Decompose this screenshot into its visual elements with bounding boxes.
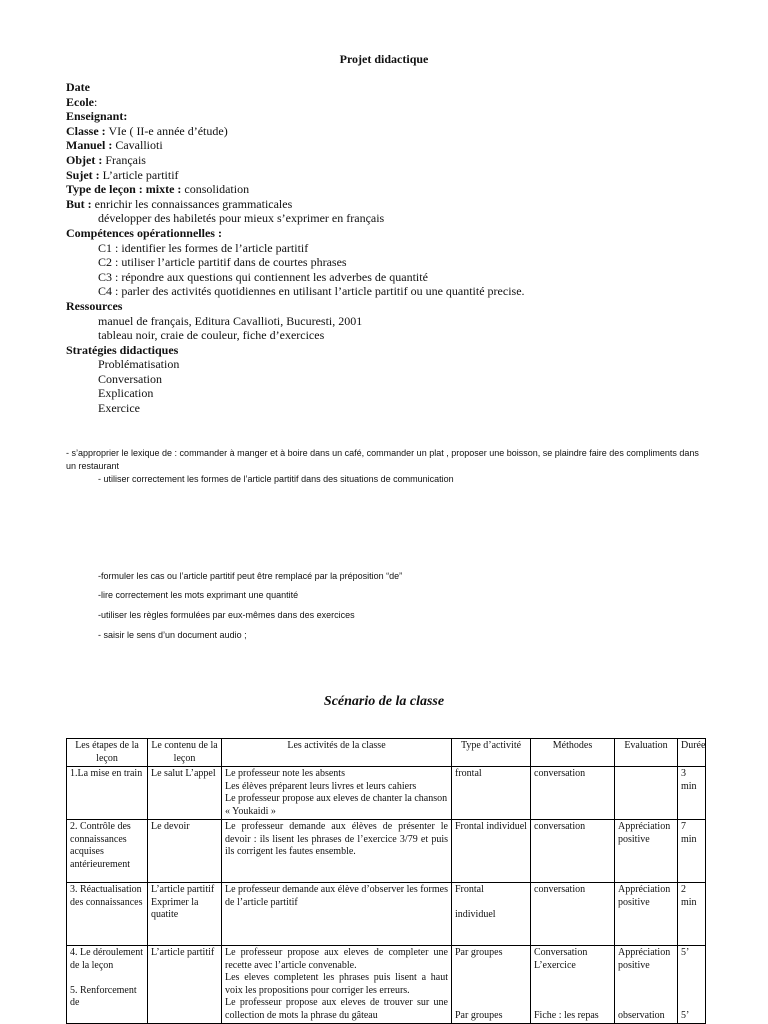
contenu-cell: Le salut L’appel xyxy=(148,767,222,820)
evaluation-cell: Appréciation positive xyxy=(615,820,678,883)
table-row xyxy=(67,767,706,820)
strategy-item: Explication xyxy=(98,386,154,401)
strategy-item: Problématisation xyxy=(98,357,180,372)
ecole-value: : xyxy=(94,94,98,109)
duree-cell: 3 min xyxy=(678,767,706,820)
evaluation-cell: Appréciation positive xyxy=(615,883,678,946)
duree-cell: 7 min xyxy=(678,820,706,883)
objective-line: - s’approprier le lexique de : commander à manger et à boire dans un café, commander un plat , proposer une boisson, se plaindre faire des compliments dans un restaurant xyxy=(66,448,699,471)
enseignant-label: Enseignant: xyxy=(66,109,128,124)
classe-label: Classe : xyxy=(66,123,106,138)
ressource-item: tableau noir, craie de couleur, fiche d’exercices xyxy=(98,328,325,343)
methodes-cell: conversation xyxy=(531,883,615,946)
but-value: enrichir les connaissances grammaticales xyxy=(94,196,293,211)
column-header: Méthodes xyxy=(531,739,615,767)
scenario-table xyxy=(66,738,706,1024)
evaluation-cell xyxy=(615,767,678,820)
etape-cell: 3. Réactualisation des connaissances xyxy=(67,883,148,946)
type-cell: Frontal individuel xyxy=(452,820,531,883)
type-cell: Par groupes Par groupes xyxy=(452,946,531,1024)
competence-item: C1 : identifier les formes de l’article partitif xyxy=(98,240,309,255)
lesson-meta xyxy=(66,80,525,416)
duree-cell: 2 min xyxy=(678,883,706,946)
sujet-label: Sujet : xyxy=(66,167,100,182)
evaluation-cell: Appréciation positive observation xyxy=(615,946,678,1024)
column-header: Les activités de la classe xyxy=(222,739,452,767)
etape-cell: 2. Contrôle des connaissances acquises antérieurement xyxy=(67,820,148,883)
date-label: Date xyxy=(66,80,90,94)
objet-value: Français xyxy=(102,152,146,167)
but-value: développer des habiletés pour mieux s’exprimer en français xyxy=(98,211,385,226)
etape-cell: 4. Le déroulement de la leçon 5. Renforcement de xyxy=(67,946,148,1024)
type-cell: Frontal individuel xyxy=(452,883,531,946)
document-title: Projet didactique xyxy=(339,52,429,66)
table-row xyxy=(67,820,706,883)
activites-cell: Le professeur demande aux élèves de présenter le devoir : ils lisent les phrases de l’exercice 3/79 et puis ils corrigent les fautes ensemble. xyxy=(222,820,452,883)
table-row xyxy=(67,883,706,946)
etape-cell: 1.La mise en train xyxy=(67,767,148,820)
contenu-cell: L’article partitif xyxy=(148,946,222,1024)
ecole-label: Ecole xyxy=(66,94,94,109)
type-label: Type de leçon : mixte : xyxy=(66,182,182,197)
duree-cell: 5’ 5’ xyxy=(678,946,706,1024)
competences-label: Compétences opérationnelles : xyxy=(66,225,222,240)
objective-line: -lire correctement les mots exprimant une quantité xyxy=(98,590,299,600)
manuel-label: Manuel : xyxy=(66,138,113,153)
competence-item: C3 : répondre aux questions qui contiennent les adverbes de quantité xyxy=(98,269,428,284)
competence-item: C4 : parler des activités quotidiennes en utilisant l’article partitif ou une quantité precise. xyxy=(98,284,525,299)
column-header: Le contenu de la leçon xyxy=(148,739,222,767)
strategy-item: Conversation xyxy=(98,371,162,386)
objet-label: Objet : xyxy=(66,152,103,167)
strategies-label: Stratégies didactiques xyxy=(66,342,179,357)
contenu-cell: L’article partitif Exprimer la quatite xyxy=(148,883,222,946)
column-header: Les étapes de la leçon xyxy=(67,739,148,767)
but-label: But : xyxy=(66,196,92,211)
contenu-cell: Le devoir xyxy=(148,820,222,883)
objective-line: - saisir le sens d’un document audio ; xyxy=(98,630,247,640)
classe-value: VIe ( II-e année d’étude) xyxy=(105,123,228,138)
strategy-item: Exercice xyxy=(98,401,140,416)
methodes-cell: Conversation L’exercice Fiche : les repas xyxy=(531,946,615,1024)
column-header: Type d’activité xyxy=(452,739,531,767)
activites-cell: Le professeur note les absents Les élèves préparent leurs livres et leurs cahiers Le professeur propose aux eleves de chanter la chanson « Youkaidi » xyxy=(222,767,452,820)
ressources-label: Ressources xyxy=(66,298,123,313)
table-row xyxy=(67,946,706,1024)
methodes-cell: conversation xyxy=(531,767,615,820)
column-header: Durée xyxy=(678,739,706,767)
scenario-title: Scénario de la classe xyxy=(323,694,445,709)
manuel-value: Cavallioti xyxy=(112,138,163,153)
table-header-row xyxy=(67,739,706,767)
objective-line: -formuler les cas ou l’article partitif peut être remplacé par la préposition “de” xyxy=(98,571,403,581)
type-cell: frontal xyxy=(452,767,531,820)
objective-line: - utiliser correctement les formes de l’article partitif dans des situations de communication xyxy=(98,474,454,484)
objective-line: -utiliser les règles formulées par eux-mêmes dans des exercices xyxy=(98,610,355,620)
type-value: consolidation xyxy=(181,182,250,197)
competence-item: C2 : utiliser l’article partitif dans de courtes phrases xyxy=(98,255,347,270)
sujet-value: L’article partitif xyxy=(99,167,179,182)
activites-cell: Le professeur demande aux élève d’observer les formes de l’article partitif xyxy=(222,883,452,946)
ressource-item: manuel de français, Editura Cavallioti, Bucuresti, 2001 xyxy=(98,313,363,328)
column-header: Evaluation xyxy=(615,739,678,767)
activites-cell: Le professeur propose aux eleves de completer une recette avec l’article convenable. Les eleves completent les phrases puis lisent a haut voix les propositions pour corriger les erreurs. Le professeur propose aux eleves de trouver sur une collection de mots la phrase du gâteau xyxy=(222,946,452,1024)
methodes-cell: conversation xyxy=(531,820,615,883)
